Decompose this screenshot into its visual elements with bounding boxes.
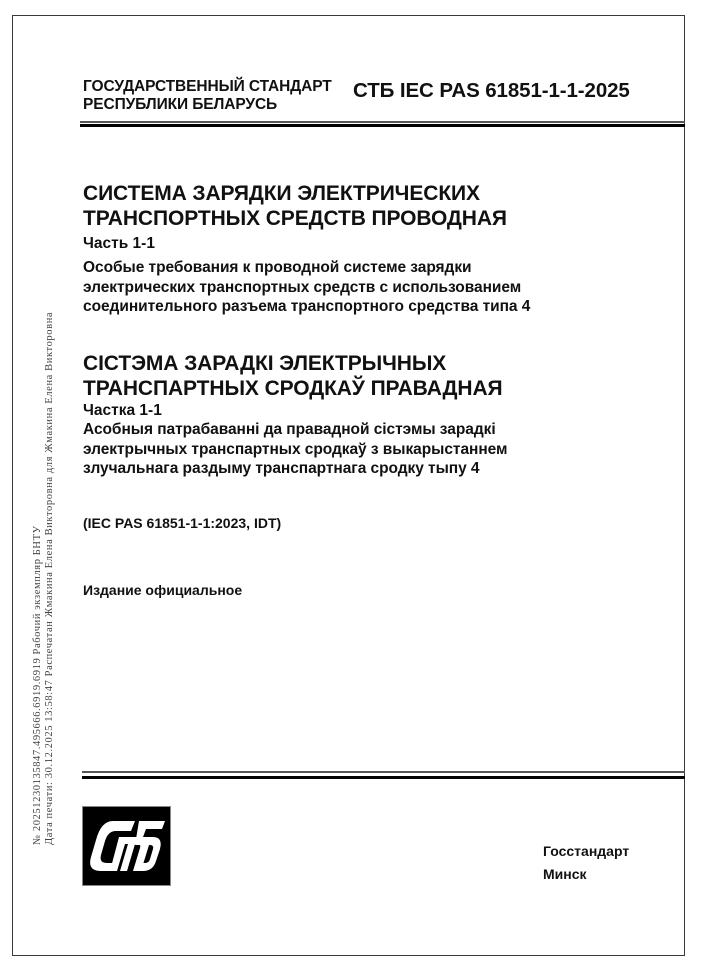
subtitle-ru-line-2: электрических транспортных средств с использованием [83, 278, 522, 296]
title-russian [83, 181, 507, 231]
title-belarusian [83, 351, 503, 401]
stb-logo-glyph-icon [83, 807, 170, 885]
footer-rule-thick [82, 776, 685, 779]
stb-logo-icon [82, 806, 171, 886]
footer-rule-thin [82, 771, 685, 773]
publisher-name: Госстандарт [543, 843, 630, 859]
print-stamp-line-1: № 20251230135847.495666.6919.6919 Рабочий экземпляр БНТУ [32, 525, 43, 845]
subtitle-ru-line-3: соединительного разъема транспортного средства типа 4 [83, 298, 531, 315]
subtitle-ru-line-1: Особые требования к проводной системе зарядки [83, 259, 472, 276]
print-stamp-line-2: Дата печати: 30.12.2025 13:58:47 Распечатан Жмакина Елена Викторовна для Жмакина Елена Викторовна [43, 311, 55, 845]
subtitle-russian [83, 258, 530, 317]
international-reference: (IEC PAS 61851-1-1:2023, IDT) [83, 515, 282, 531]
subtitle-by-line-1: Асобныя патрабаванні да правадной сістэмы зарадкі [83, 421, 496, 438]
header-rule-thick [80, 124, 685, 127]
part-belarusian: Частка 1-1 [83, 402, 162, 419]
edition-label: Издание официальное [83, 582, 243, 598]
title-by-line-2: ТРАНСПАРТНЫХ СРОДКАЎ ПРАВАДНАЯ [83, 377, 503, 400]
subtitle-by-line-2: электрычных транспартных сродкаў з выкарыстаннем [83, 440, 508, 458]
title-ru-line-1: СИСТЕМА ЗАРЯДКИ ЭЛЕКТРИЧЕСКИХ [83, 182, 480, 205]
part-russian: Часть 1-1 [83, 235, 155, 252]
title-ru-line-2: ТРАНСПОРТНЫХ СРЕДСТВ ПРОВОДНАЯ [83, 207, 507, 230]
org-line-2: РЕСПУБЛИКИ БЕЛАРУСЬ [83, 96, 278, 113]
title-by-line-1: СІСТЭМА ЗАРАДКІ ЭЛЕКТРЫЧНЫХ [83, 352, 447, 375]
publication-city: Минск [543, 866, 587, 882]
org-line-1: ГОСУДАРСТВЕННЫЙ СТАНДАРТ [83, 78, 332, 95]
issuing-authority [83, 78, 332, 114]
header-rule-thin [80, 121, 685, 123]
subtitle-by-line-3: злучальнага раздыму транспартнага сродку тыпу 4 [83, 460, 480, 477]
print-stamp [32, 312, 55, 845]
standard-code: СТБ IEC PAS 61851-1-1-2025 [353, 79, 630, 102]
subtitle-belarusian [83, 420, 507, 479]
